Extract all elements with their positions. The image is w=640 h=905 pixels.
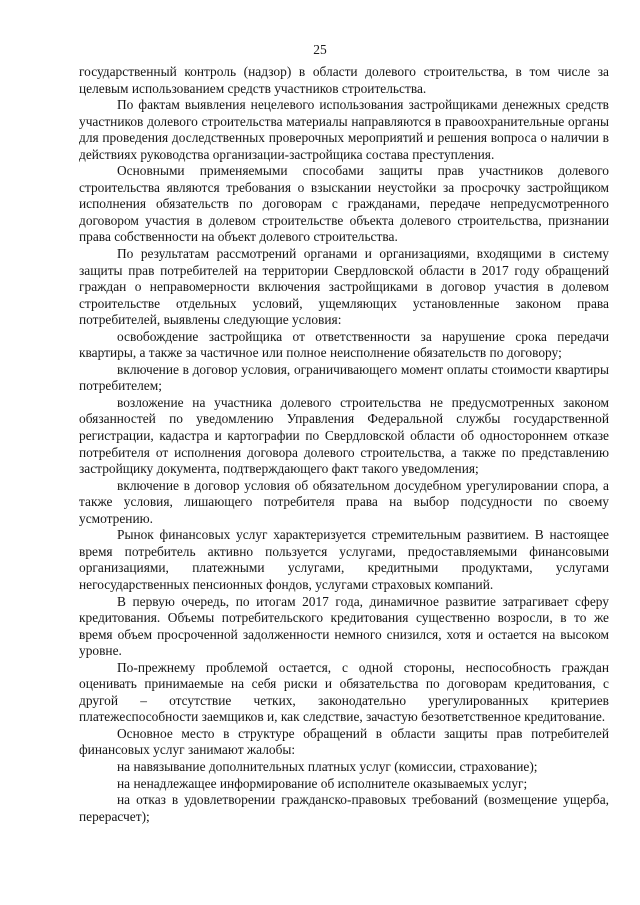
list-item: на ненадлежащее информирование об исполнителе оказываемых услуг; [117,775,528,791]
paragraph: Основными применяемыми способами защиты прав участников долевого строительства являются требования о взыскании неустойки за просрочку застройщиком исполнения обязательств по договорам с гражданами, передаче непредусмотренного договором участия в долевом строительстве объекта долевого строительства, признании права собственности на объект долевого строительства. [79,163,609,245]
list-item: на навязывание дополнительных платных услуг (комиссии, страхование); [117,758,538,774]
paragraph: По результатам рассмотрений органами и организациями, входящими в систему защиты прав потребителей на территории Свердловской области в 2017 году обращений граждан о неправомерности включения застройщиками в договор участия в долевом строительстве отдельных условий, ущемляющих установленные законом права потребителей, выявлены следующие условия: [79,246,609,328]
list-item: освобождение застройщика от ответственности за нарушение срока передачи квартиры, а также за частичное или полное неисполнение обязательств по договору; [79,328,609,361]
list-item: возложение на участника долевого строительства не предусмотренных законом обязанностей по уведомлению Управления Федеральной службы государственной регистрации, кадастра и картографии по Свердловской области об одностороннем отказе потребителя от исполнения договора долевого строительства, а также по представлению застройщику документа, подтверждающего факт такого уведомления; [79,394,609,477]
paragraph: По-прежнему проблемой остается, с одной стороны, неспособность граждан оценивать принимаемые на себя риски и обязательства по договорам кредитования, с другой – отсутствие четких, законодательно урегулированных критериев платежеспособности заемщиков и, как следствие, зачастую безответственное кредитование. [79,659,609,725]
paragraph: Основное место в структуре обращений в области защиты прав потребителей финансовых услуг занимают жалобы: [79,725,609,758]
page-number: 25 [313,42,327,57]
list-item: включение в договор условия об обязательном досудебном урегулировании спора, а также условия, лишающего потребителя права на выбор подсудности по своему усмотрению. [79,477,609,526]
paragraph: По фактам выявления нецелевого использования застройщиками денежных средств участников долевого строительства материалы направляются в правоохранительные органы для проведения доследственных проверочных мероприятий и решения вопроса о наличии в действиях руководства организации-застройщика состава преступления. [79,97,609,162]
document-body [79,64,609,825]
list-item: включение в договор условия, ограничивающего момент оплаты стоимости квартиры потребителем; [79,361,609,394]
paragraph: Рынок финансовых услуг характеризуется стремительным развитием. В настоящее время потребитель активно пользуется услугами, предоставляемыми финансовыми организациями, платежными услугами, кредитными продуктами, услугами негосударственных пенсионных фондов, услугами страховых компаний. [79,527,609,592]
paragraph: В первую очередь, по итогам 2017 года, динамичное развитие затрагивает сферу кредитования. Объемы потребительского кредитования существенно возросли, в то же время объем просроченной задолженности немного снизился, хотя и остается на высоком уровне. [79,593,609,659]
list-item: на отказ в удовлетворении гражданско-правовых требований (возмещение ущерба, перерасчет); [79,792,609,824]
paragraph: государственный контроль (надзор) в области долевого строительства, в том числе за целевым использованием средств участников строительства. [79,64,609,96]
